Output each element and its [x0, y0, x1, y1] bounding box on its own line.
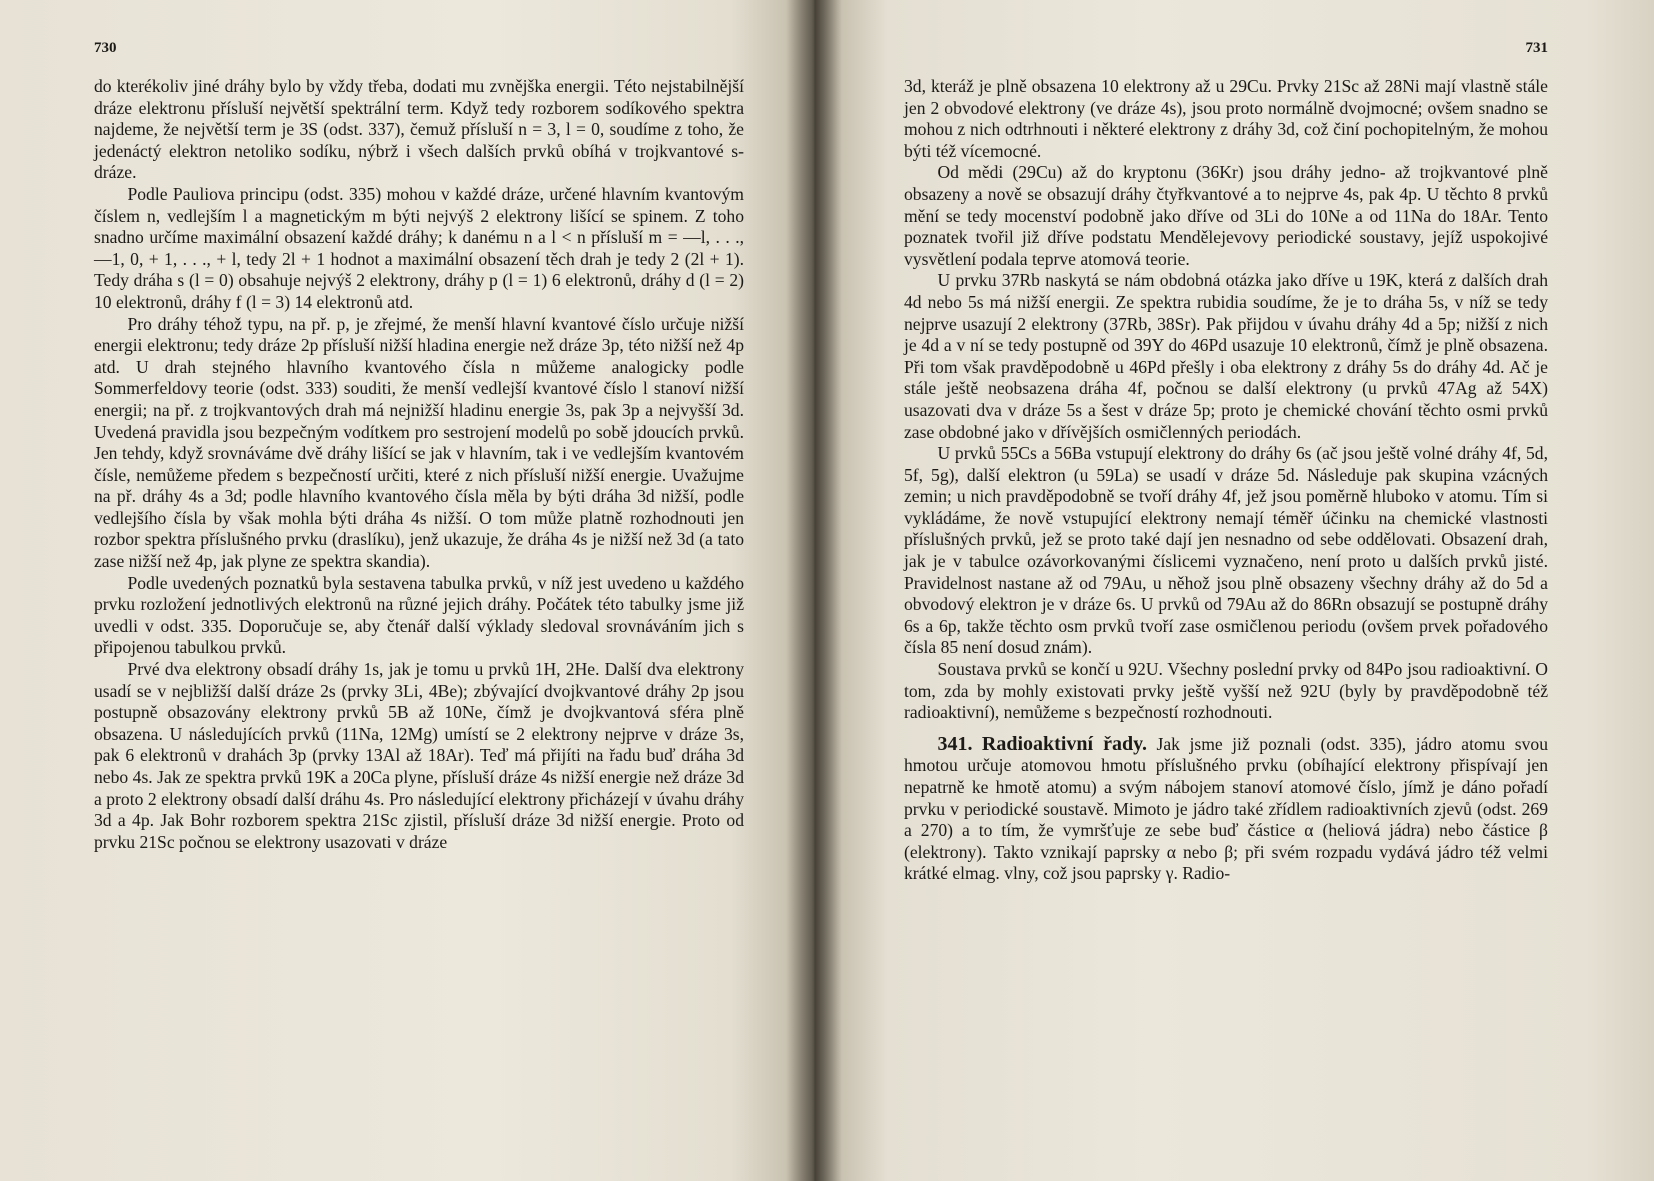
page-number-left: 730	[94, 40, 117, 56]
paragraph: do kterékoliv jiné dráhy bylo by vždy třeba, dodati mu zvnějška energii. Této nejstabilnější dráze elektronu přísluší největší spektrální term. Když tedy rozborem sodíkového spektra najdeme, že největší term je 3S (odst. 337), čemuž přísluší n = 3, l = 0, soudíme z toho, že jedenáctý elektron netoliko sodíku, nýbrž i všech dalších prvků obíhá v trojkvantové s-dráze.	[94, 76, 744, 183]
paragraph: Podle Pauliova principu (odst. 335) mohou v každé dráze, určené hlavním kvantovým číslem n, vedlejším l a magnetickým m býti nejvýš 2 elektrony lišící se spinem. Z toho snadno určíme maximální obsazení každé dráhy; k danému n a l < n přísluší m = —l, . . ., —1, 0, + 1, . . ., + l, tedy 2l + 1 hodnot a maximální obsazení těch drah je tedy 2 (2l + 1). Tedy dráha s (l = 0) obsahuje nejvýš 2 elektrony, dráhy p (l = 1) 6 elektronů, dráhy d (l = 2) 10 elektronů, dráhy f (l = 3) 14 elektronů atd.	[94, 183, 744, 312]
paragraph: Podle uvedených poznatků byla sestavena tabulka prvků, v níž jest uvedeno u každého prvku rozložení jednotlivých elektronů na různé jejich dráhy. Počátek této tabulky jsme již uvedli v odst. 335. Doporučuje se, aby čtenář další výklady sledoval srovnáváním jich s připojenou tabulkou prvků.	[94, 572, 744, 658]
section-text: Jak jsme již poznali (odst. 335), jádro atomu svou hmotou určuje atomovou hmotu příslušného prvku (obíhající elektrony přispívají jen nepatrně ke hmotě atomu) a svým nábojem stanoví atomové číslo, jímž je dáno pořadí prvku v periodické soustavě. Mimoto je jádro také zřídlem radioaktivních zjevů (odst. 269 a 270) a to tím, že vymršťuje ze sebe buď částice α (heliová jádra) nebo částice β (elektrony). Takto vznikají paprsky α nebo β; při svém rozpadu vydává jádro též velmi krátké elmag. vlny, což jsou paprsky γ. Radio-	[904, 733, 1548, 884]
paragraph: Pro dráhy téhož typu, na př. p, je zřejmé, že menší hlavní kvantové číslo určuje nižší energii elektronu; tedy dráze 2p přísluší nižší hladina energie než dráze 3p, této nižší než 4p atd. U drah stejného hlavního kvantového čísla n můžeme analogicky podle Sommerfeldovy teorie (odst. 333) souditi, že menší vedlejší kvantové číslo l stanoví nižší energii; na př. z trojkvantových drah má nejnižší hladinu energie 3s, pak 3p a nejvyšší 3d. Uvedená pravidla jsou bezpečným vodítkem pro sestrojení modelů po sobě jdoucích prvků. Jen tehdy, když srovnáváme dvě dráhy lišící se jak v hlavním, tak i ve vedlejším kvantovém čísle, nemůžeme předem s bezpečností určiti, které z nich přísluší nižší energie. Uvažujme na př. dráhy 4s a 3d; podle hlavního kvantového čísla měla by býti dráha 3d nižší, podle vedlejšího čísla by však mohla býti dráha 4s nižší. O tom může platně rozhodnouti jen rozbor spektra příslušného prvku (draslíku), jenž ukazuje, že dráha 4s je nižší než 3d (a tato zase nižší než 4p, jak plyne ze spektra skandia).	[94, 313, 744, 572]
section-number: 341.	[937, 732, 973, 755]
section-heading: Radioaktivní řady.	[981, 732, 1148, 755]
paragraph: Soustava prvků se končí u 92U. Všechny poslední prvky od 84Po jsou radioaktivní. O tom, zda by mohly existovati prvky ještě vyšší než 92U (byly by pravděpodobně též radioaktivní), nemůžeme s bezpečností rozhodnouti.	[904, 659, 1548, 723]
right-page-body	[904, 76, 1548, 885]
section-paragraph	[904, 734, 1548, 885]
paragraph: U prvku 37Rb naskytá se nám obdobná otázka jako dříve u 19K, která z dalších drah 4d nebo 5s má nižší energii. Ze spektra rubidia soudíme, že je to dráha 5s, v níž se tedy nejprve usazují 2 elektrony (37Rb, 38Sr). Pak přijdou v úvahu dráhy 4d a 5p; nižší z nich je 4d a v ní se tedy postupně od 39Y do 46Pd usazuje 10 elektronů, čímž je plně obsazena. Při tom však pravděpodobně u 46Pd přešly i oba elektrony z dráhy 5s do dráhy 4d. Ač je stále ještě neobsazena dráha 4f, počnou se další elektrony (u prvků 47Ag až 54X) usazovati dva v dráze 5s a šest v dráze 5p; proto je chemické chování těchto osmi prvků zase obdobné jako v dřívějších osmičlenných periodách.	[904, 270, 1548, 442]
paragraph: Prvé dva elektrony obsadí dráhy 1s, jak je tomu u prvků 1H, 2He. Další dva elektrony usadí se v nejbližší další dráze 2s (prvky 3Li, 4Be); zbývající dvojkvantové dráhy 2p jsou postupně obsazovány elektrony prvků 5B až 10Ne, čímž je dvojkvantová sféra plně obsazena. U následujících prvků (11Na, 12Mg) umístí se 2 elektrony nejprve v dráze 3s, pak 6 elektronů v drahách 3p (prvky 13Al až 18Ar). Teď má přijíti na řadu buď dráha 3d nebo 4s. Jak ze spektra prvků 19K a 20Ca plyne, přísluší dráze 4s nižší energie než dráze 3d a proto 2 elektrony obsadí další dráhu 4s. Pro následující elektrony přicházejí v úvahu dráhy 3d a 4p. Jak Bohr rozborem spektra 21Sc zjistil, přísluší dráze 3d nižší energie. Proto od prvku 21Sc počnou se elektrony usazovati v dráze	[94, 659, 744, 852]
paragraph: 3d, kteráž je plně obsazena 10 elektrony až u 29Cu. Prvky 21Sc až 28Ni mají vlastně stále jen 2 obvodové elektrony (ve dráze 4s), jsou proto normálně dvojmocné; ovšem snadno se mohou z nich odtrhnouti i některé elektrony z dráhy 3d, což činí pochopitelným, že mohou býti též vícemocné.	[904, 76, 1548, 161]
right-page	[812, 0, 1654, 1181]
paragraph: U prvků 55Cs a 56Ba vstupují elektrony do dráhy 6s (ač jsou ještě volné dráhy 4f, 5d, 5f, 5g), další elektron (u 59La) se usadí v dráze 5d. Následuje pak skupina vzácných zemin; u nich pravděpodobně se tvoří dráhy 4f, jež jsou poměrně hluboko v atomu. Tím si vykládáme, že nově vstupující elektrony nemají téměř účinku na chemické vlastnosti příslušných prvků, jež se proto také dají jen nesnadno od sebe oddělovati. Obsazení drah, jak je v tabulce ozávorkovanými číslicemi vyznačeno, není proto u dalších prvků jisté. Pravidelnost nastane až od 79Au, u něhož jsou plně obsazeny všechny dráhy až do 5d a obvodový elektron je v dráze 6s. U prvků od 79Au až do 86Rn obsazují se postupně dráhy 6s a 6p, takže těchto osm prvků tvoří zase osmičlenou periodu (ovšem prvek pořadového čísla 85 není dosud znám).	[904, 443, 1548, 658]
left-page-body	[94, 76, 744, 853]
left-page	[0, 0, 812, 1181]
paragraph: Od mědi (29Cu) až do kryptonu (36Kr) jsou dráhy jedno- až trojkvantové plně obsazeny a nově se obsazují dráhy čtyřkvantové a to nejprve 4s, pak 4p. U těchto 8 prvků mění se tedy mocenství podobně jako dříve od 3Li do 10Ne a od 11Na do 18Ar. Tento poznatek tvořil již dříve podstatu Mendělejevovy periodické soustavy, jejíž uspokojivé vysvětlení podala teprve atomová teorie.	[904, 162, 1548, 269]
page-number-right: 731	[1525, 40, 1548, 56]
